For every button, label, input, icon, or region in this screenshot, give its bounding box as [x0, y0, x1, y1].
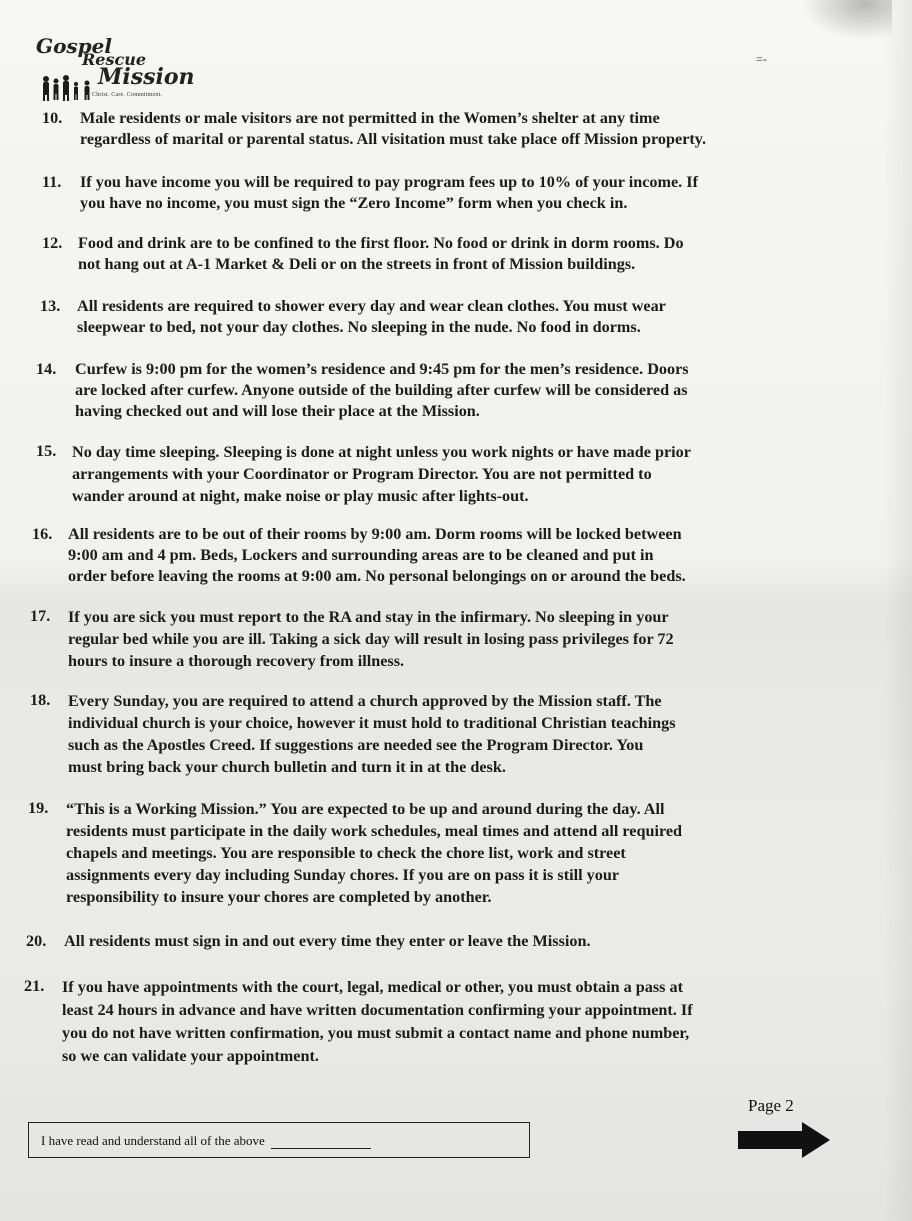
rule-text — [77, 296, 666, 338]
rule-text-line: Every Sunday, you are required to attend a church approved by the Mission staff. The — [68, 692, 662, 710]
rule-number: 14. — [36, 360, 57, 378]
rule-text — [64, 931, 591, 952]
rule-text — [78, 233, 684, 275]
acknowledgement-box — [28, 1122, 530, 1158]
rule-number: 21. — [24, 977, 45, 995]
rule-text — [72, 441, 691, 507]
rule-text — [80, 108, 706, 150]
rule-text-line: All residents must sign in and out every time they enter or leave the Mission. — [64, 932, 591, 950]
rule-text-line: sleepwear to bed, not your day clothes. No sleeping in the nude. No food in dorms. — [77, 318, 641, 336]
rule-text-line: are locked after curfew. Anyone outside of the building after curfew will be considered as — [75, 381, 688, 399]
rule-number: 18. — [30, 691, 51, 709]
rule-text-line: Male residents or male visitors are not permitted in the Women’s shelter at any time — [80, 109, 660, 127]
rule-text-line: If you have appointments with the court, legal, medical or other, you must obtain a pass at — [62, 978, 683, 996]
logo-line-1: Gospel — [36, 34, 112, 58]
acknowledgement-text — [41, 1133, 371, 1149]
logo-line-3: Mission — [98, 64, 195, 90]
rule-text-line: regular bed while you are ill. Taking a sick day will result in losing pass privileges for 72 — [68, 630, 674, 648]
family-figures-icon — [40, 74, 96, 102]
rule-text — [75, 359, 689, 422]
rule-text-line: All residents are required to shower every day and wear clean clothes. You must wear — [77, 297, 666, 315]
rule-text — [66, 798, 682, 908]
rule-text-line: regardless of marital or parental status. All visitation must take place off Mission property. — [80, 130, 707, 148]
rule-text-line: responsibility to insure your chores are completed by another. — [66, 888, 492, 906]
rule-text-line: chapels and meetings. You are responsible to check the chore list, work and street — [66, 844, 626, 862]
rule-text-line: hours to insure a thorough recovery from illness. — [68, 652, 405, 670]
logo-tagline: Christ. Care. Commitment. — [92, 92, 163, 98]
rule-text-line: such as the Apostles Creed. If suggestions are needed see the Program Director. You — [68, 736, 644, 754]
rule-number: 19. — [28, 799, 49, 817]
acknowledgement-label: I have read and understand all of the above — [41, 1133, 265, 1148]
signature-line[interactable] — [271, 1136, 371, 1149]
next-page-arrow-icon — [736, 1120, 832, 1160]
rule-number: 12. — [42, 234, 63, 252]
rule-text-line: All residents are to be out of their rooms by 9:00 am. Dorm rooms will be locked between — [68, 525, 682, 543]
rule-number: 10. — [42, 109, 63, 127]
rule-text-line: assignments every day including Sunday chores. If you are on pass it is still your — [66, 866, 620, 884]
rule-text-line: must bring back your church bulletin and turn it in at the desk. — [68, 758, 506, 776]
rule-number: 13. — [40, 297, 61, 315]
rule-text — [68, 524, 686, 587]
rule-text-line: No day time sleeping. Sleeping is done at night unless you work nights or have made prior — [72, 443, 691, 461]
rule-text-line: wander around at night, make noise or play music after lights-out. — [72, 487, 529, 505]
rule-number: 17. — [30, 607, 51, 625]
corner-mark: =- — [756, 52, 767, 66]
rule-text-line: least 24 hours in advance and have written documentation confirming your appointment. If — [62, 1001, 693, 1019]
page-number: Page 2 — [748, 1096, 794, 1115]
rule-text-line: arrangements with your Coordinator or Program Director. You are not permitted to — [72, 465, 652, 483]
rule-number: 16. — [32, 525, 53, 543]
rule-number: 15. — [36, 442, 57, 460]
rule-number: 20. — [26, 932, 47, 950]
mission-logo — [36, 34, 226, 106]
rule-text-line: order before leaving the rooms at 9:00 am. No personal belongings on or around the beds. — [68, 567, 686, 585]
rule-text-line: Food and drink are to be confined to the first floor. No food or drink in dorm rooms. Do — [78, 234, 684, 252]
rule-text-line: residents must participate in the daily work schedules, meal times and attend all required — [66, 822, 683, 840]
rule-text — [68, 690, 676, 778]
rule-text-line: so we can validate your appointment. — [62, 1047, 319, 1065]
rule-text-line: 9:00 am and 4 pm. Beds, Lockers and surrounding areas are to be cleaned and put in — [68, 546, 654, 564]
page-edge-shadow — [882, 0, 912, 1221]
rule-number: 11. — [42, 173, 62, 191]
rule-text-line: individual church is your choice, however it must hold to traditional Christian teachings — [68, 714, 676, 732]
logo-line-2: Rescue — [82, 50, 147, 69]
rule-text-line: If you have income you will be required to pay program fees up to 10% of your income. If — [80, 173, 698, 191]
rule-text — [80, 172, 698, 214]
rule-text-line: Curfew is 9:00 pm for the women’s residence and 9:45 pm for the men’s residence. Doors — [75, 360, 689, 378]
rule-text-line: you do not have written confirmation, you must submit a contact name and phone number, — [62, 1024, 690, 1042]
rule-text-line: you have no income, you must sign the “Zero Income” form when you check in. — [80, 194, 628, 212]
rule-text-line: having checked out and will lose their place at the Mission. — [75, 402, 480, 420]
rule-text-line: If you are sick you must report to the RA and stay in the infirmary. No sleeping in your — [68, 608, 669, 626]
rule-text — [68, 606, 674, 672]
rule-text-line: not hang out at A-1 Market & Deli or on the streets in front of Mission buildings. — [78, 255, 636, 273]
corner-shadow — [802, 0, 892, 40]
rule-text-line: “This is a Working Mission.” You are expected to be up and around during the day. All — [66, 800, 665, 818]
rule-text — [62, 976, 693, 1068]
